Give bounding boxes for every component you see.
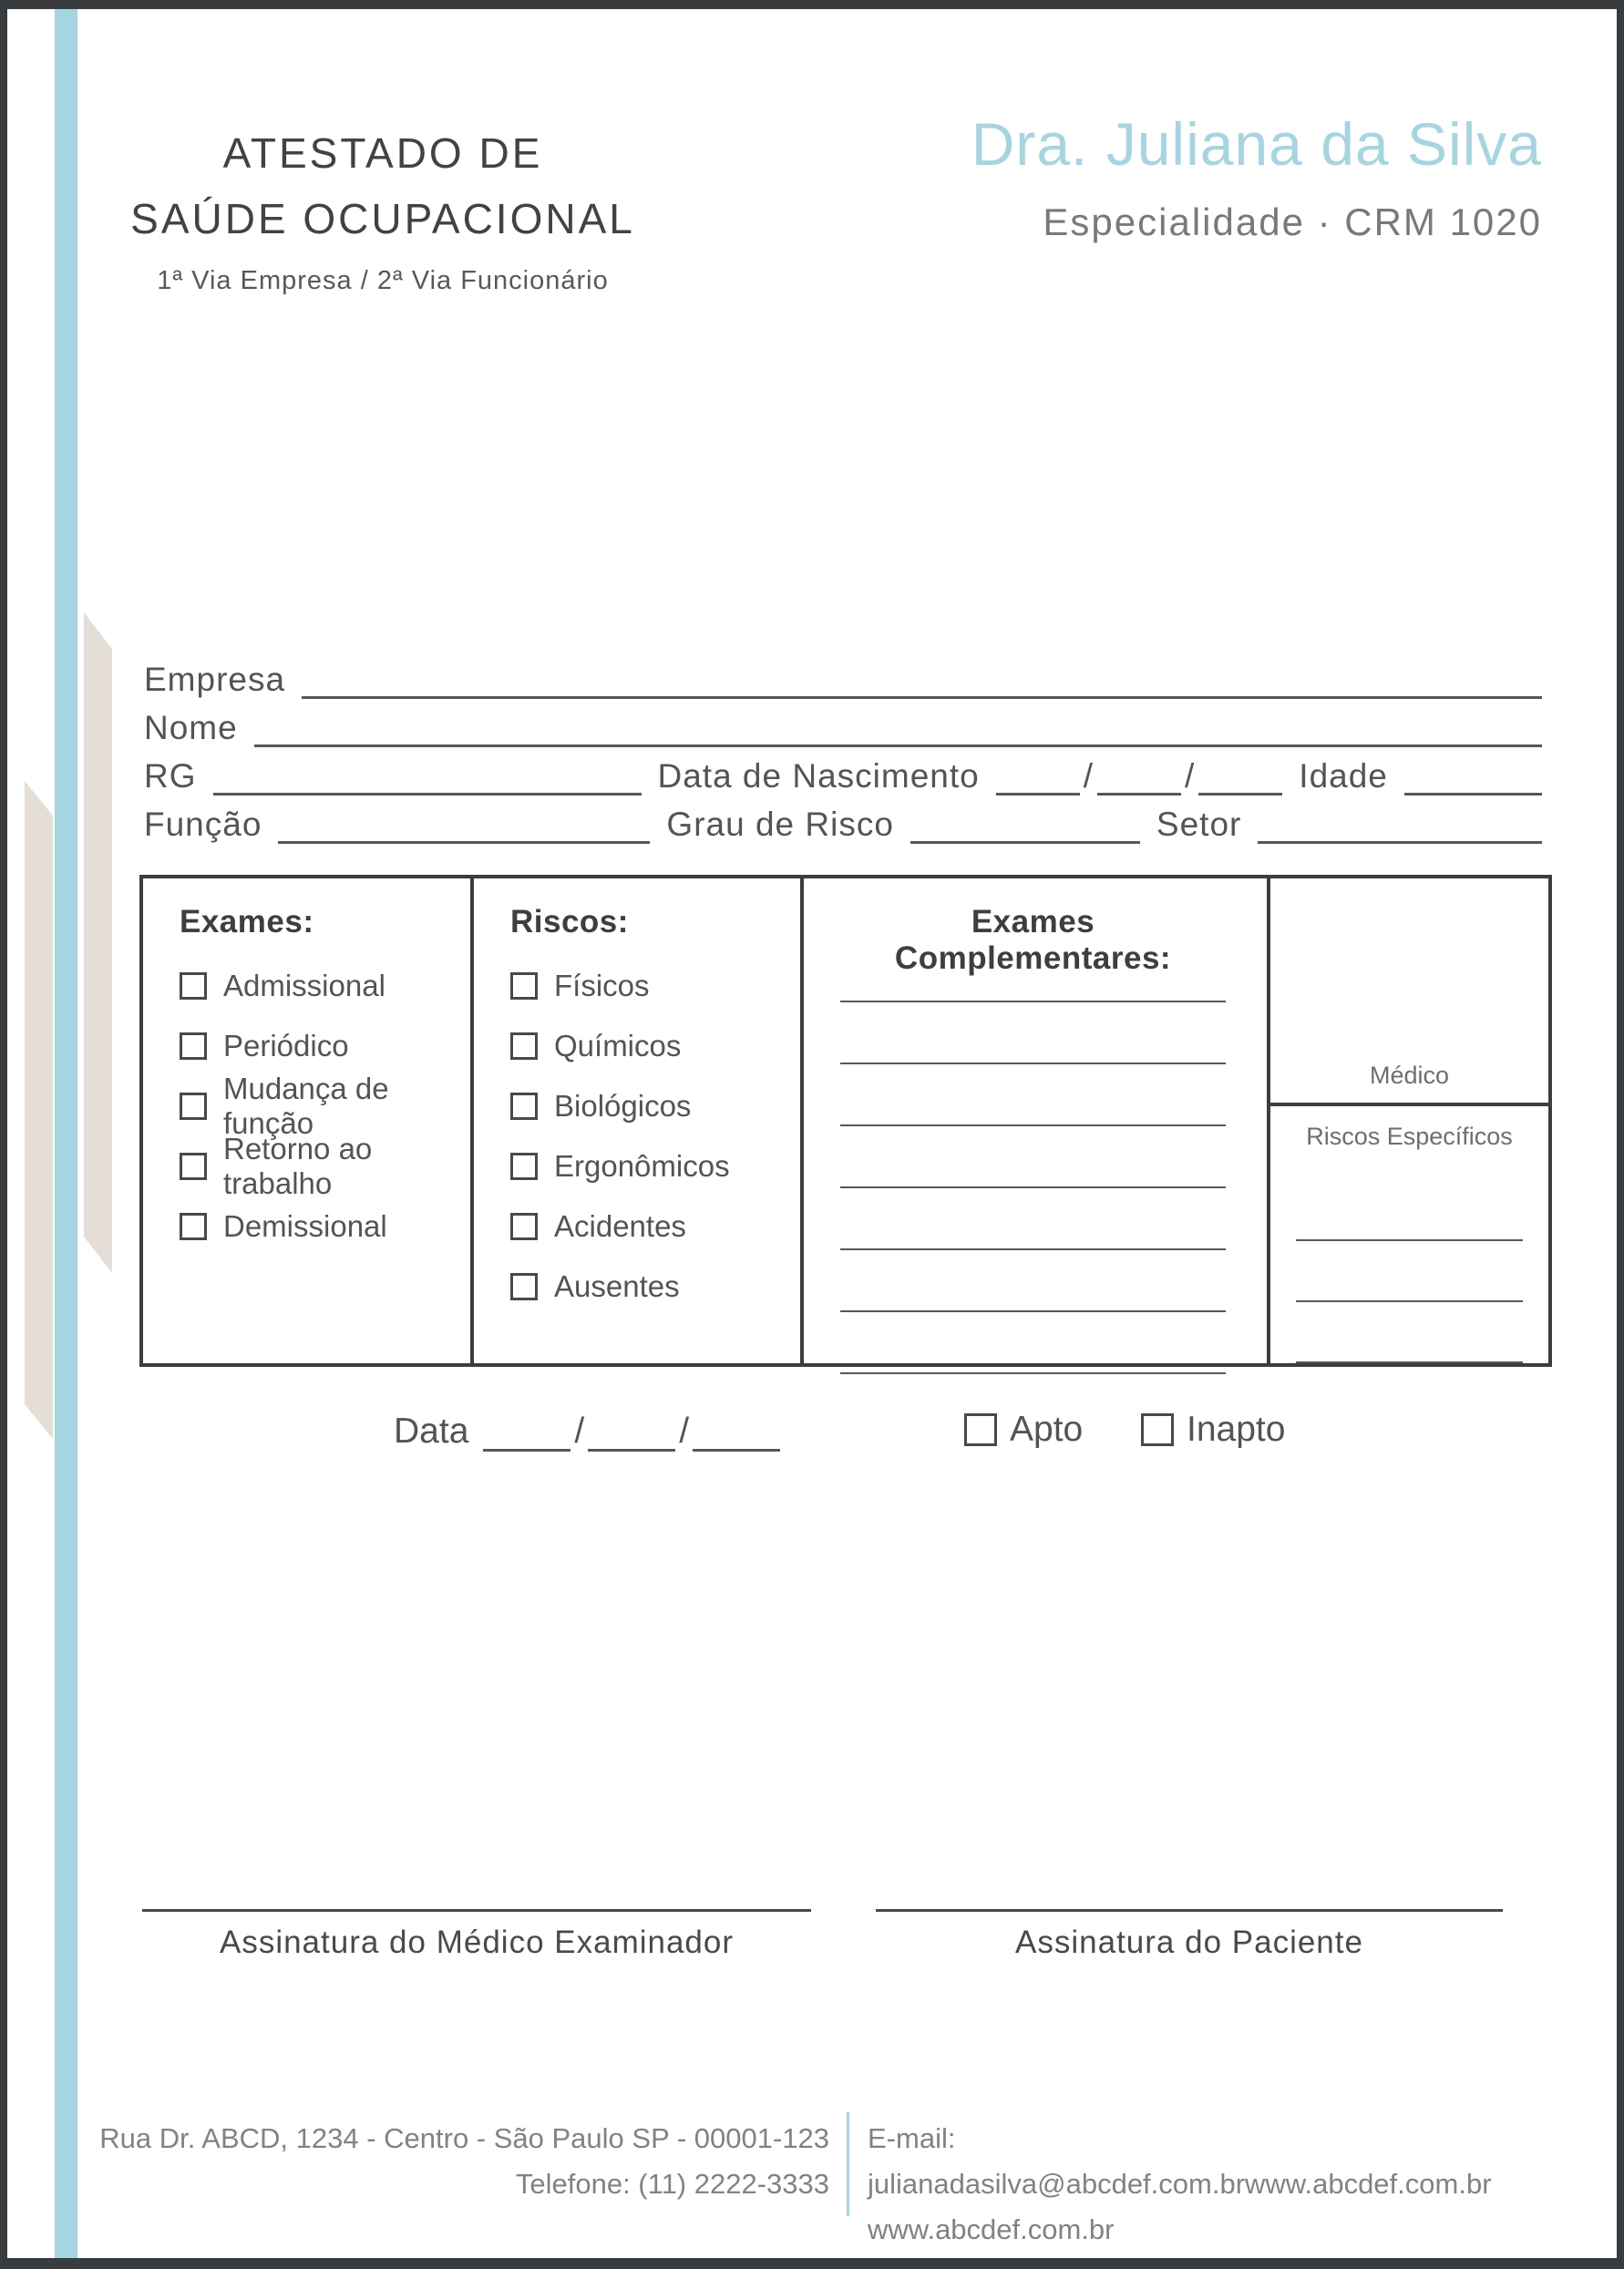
document-title-block <box>91 120 674 296</box>
signature-medico-label: Assinatura do Médico Examinador <box>219 1925 735 1960</box>
page-border-bottom <box>0 2258 1624 2269</box>
riscos-especificos-cell <box>1270 1106 1548 1363</box>
check-row-acidentes <box>510 1208 791 1243</box>
check-row-quimicos <box>510 1028 791 1063</box>
nascimento-mes-field[interactable] <box>1097 758 1181 796</box>
check-row-periodico <box>180 1028 461 1063</box>
checkbox-label: Químicos <box>554 1028 682 1063</box>
exame-complementar-line[interactable] <box>840 1188 1226 1250</box>
doctor-name: Dra. Juliana da Silva <box>971 110 1542 178</box>
check-row-retorno-trabalho <box>180 1131 461 1200</box>
footer-contact-block <box>868 2116 1542 2253</box>
nome-label: Nome <box>144 709 238 746</box>
funcao-label: Função <box>144 806 262 843</box>
row-funcao <box>144 804 1542 844</box>
checkbox-demissional[interactable] <box>180 1213 207 1240</box>
checkbox-inapto[interactable] <box>1141 1413 1174 1446</box>
checkbox-label: Ergonômicos <box>554 1148 730 1183</box>
risco-especifico-line[interactable] <box>1296 1180 1523 1241</box>
date-separator: / <box>574 1412 585 1451</box>
data-mes-field[interactable] <box>588 1411 675 1452</box>
data-dia-field[interactable] <box>483 1411 570 1452</box>
exame-complementar-line[interactable] <box>840 1312 1226 1374</box>
checkbox-fisicos[interactable] <box>510 972 538 1000</box>
apto-group <box>964 1408 1083 1452</box>
footer-address-block <box>91 2116 829 2207</box>
setor-label: Setor <box>1156 806 1242 843</box>
page-border-top <box>0 0 1624 9</box>
empresa-field[interactable] <box>302 662 1542 699</box>
checkbox-retorno-trabalho[interactable] <box>180 1153 207 1180</box>
grau-risco-label: Grau de Risco <box>666 806 894 843</box>
grau-risco-field[interactable] <box>910 806 1140 844</box>
checkbox-label: Periódico <box>223 1028 349 1063</box>
nascimento-dia-field[interactable] <box>996 758 1080 796</box>
data-nascimento-label: Data de Nascimento <box>657 757 980 795</box>
checkbox-label: Biológicos <box>554 1088 692 1123</box>
check-row-mudanca-funcao <box>180 1071 461 1140</box>
idade-label: Idade <box>1299 757 1388 795</box>
riscos-column <box>474 878 804 1363</box>
document-subtitle: 1ª Via Empresa / 2ª Via Funcionário <box>157 266 609 295</box>
inapto-label: Inapto <box>1187 1410 1286 1449</box>
checkbox-biologicos[interactable] <box>510 1093 538 1120</box>
data-ano-field[interactable] <box>693 1411 780 1452</box>
check-row-demissional <box>180 1208 461 1243</box>
medico-column <box>1270 878 1548 1363</box>
checkbox-label: Ausentes <box>554 1268 680 1303</box>
checkbox-ausentes[interactable] <box>510 1273 538 1300</box>
idade-field[interactable] <box>1404 758 1542 796</box>
checkbox-admissional[interactable] <box>180 972 207 1000</box>
footer-address-line2: Telefone: (11) 2222-3333 <box>515 2168 829 2200</box>
row-nome <box>144 707 1542 747</box>
exames-complementares-header: Exames Complementares: <box>894 904 1172 976</box>
checkbox-ergonomicos[interactable] <box>510 1153 538 1180</box>
risco-especifico-line[interactable] <box>1296 1302 1523 1363</box>
checkbox-acidentes[interactable] <box>510 1213 538 1240</box>
nascimento-ano-field[interactable] <box>1198 758 1282 796</box>
data-label: Data <box>394 1412 469 1451</box>
checkbox-label: Mudança de função <box>223 1071 389 1140</box>
date-separator: / <box>1185 757 1196 795</box>
exames-complementares-column <box>804 878 1270 1363</box>
checkbox-label: Admissional <box>223 968 385 1002</box>
exames-column <box>143 878 474 1363</box>
exame-complementar-line[interactable] <box>840 1064 1226 1126</box>
rg-label: RG <box>144 757 197 795</box>
row-rg <box>144 755 1542 796</box>
riscos-header: Riscos: <box>510 904 629 939</box>
document-title-line2: SAÚDE OCUPACIONAL <box>130 195 635 242</box>
medico-cell <box>1270 878 1548 1106</box>
page-border-right <box>1617 0 1624 2269</box>
exame-complementar-line[interactable] <box>840 1002 1226 1064</box>
check-row-ergonomicos <box>510 1148 791 1183</box>
checkbox-label: Demissional <box>223 1208 387 1243</box>
accent-stripe-blue <box>55 9 77 2258</box>
checkbox-quimicos[interactable] <box>510 1032 538 1060</box>
signature-paciente-label: Assinatura do Paciente <box>1015 1925 1363 1960</box>
decorative-stripe-beige-2 <box>25 781 53 1439</box>
checkbox-apto[interactable] <box>964 1413 997 1446</box>
setor-field[interactable] <box>1258 806 1542 844</box>
exames-header: Exames: <box>180 904 314 939</box>
riscos-especificos-label: Riscos Específicos <box>1306 1123 1513 1150</box>
apto-label: Apto <box>1010 1410 1084 1449</box>
row-empresa <box>144 659 1542 699</box>
check-row-biologicos <box>510 1088 791 1123</box>
checkbox-label: Retorno ao trabalho <box>223 1131 373 1200</box>
date-separator: / <box>679 1412 690 1451</box>
result-date-row <box>394 1408 780 1452</box>
footer-email: E-mail: julianadasilva@abcdef.com.brwww.abcdef.com.br <box>868 2122 1492 2200</box>
footer-address-line1: Rua Dr. ABCD, 1234 - Centro - São Paulo SP - 00001-123 <box>99 2122 829 2154</box>
page-border-left <box>0 0 7 2269</box>
nome-field[interactable] <box>254 710 1542 747</box>
checkbox-label: Físicos <box>554 968 650 1002</box>
doctor-header-block <box>971 108 1542 244</box>
exams-risks-table <box>139 875 1552 1367</box>
document-title-line1: ATESTADO DE <box>222 129 543 177</box>
checkbox-periodico[interactable] <box>180 1032 207 1060</box>
footer-website: www.abcdef.com.br <box>868 2213 1115 2245</box>
signature-medico-line[interactable] <box>142 1909 811 1961</box>
exame-complementar-line[interactable] <box>840 1250 1226 1312</box>
footer-divider <box>847 2112 849 2216</box>
check-row-fisicos <box>510 970 791 1001</box>
medico-label: Médico <box>1369 1062 1450 1089</box>
checkbox-label: Acidentes <box>554 1208 686 1243</box>
signature-paciente-line[interactable] <box>876 1909 1503 1961</box>
rg-field[interactable] <box>213 758 642 796</box>
decorative-stripe-beige-1 <box>84 612 112 1273</box>
exame-complementar-line[interactable] <box>840 1126 1226 1188</box>
check-row-admissional <box>180 970 461 1001</box>
doctor-credentials: Especialidade · CRM 1020 <box>1043 200 1542 243</box>
checkbox-mudanca-funcao[interactable] <box>180 1093 207 1120</box>
inapto-group <box>1141 1408 1285 1452</box>
risco-especifico-line[interactable] <box>1296 1241 1523 1302</box>
date-separator: / <box>1083 757 1095 795</box>
funcao-field[interactable] <box>278 806 650 844</box>
check-row-ausentes <box>510 1268 791 1303</box>
empresa-label: Empresa <box>144 661 286 698</box>
